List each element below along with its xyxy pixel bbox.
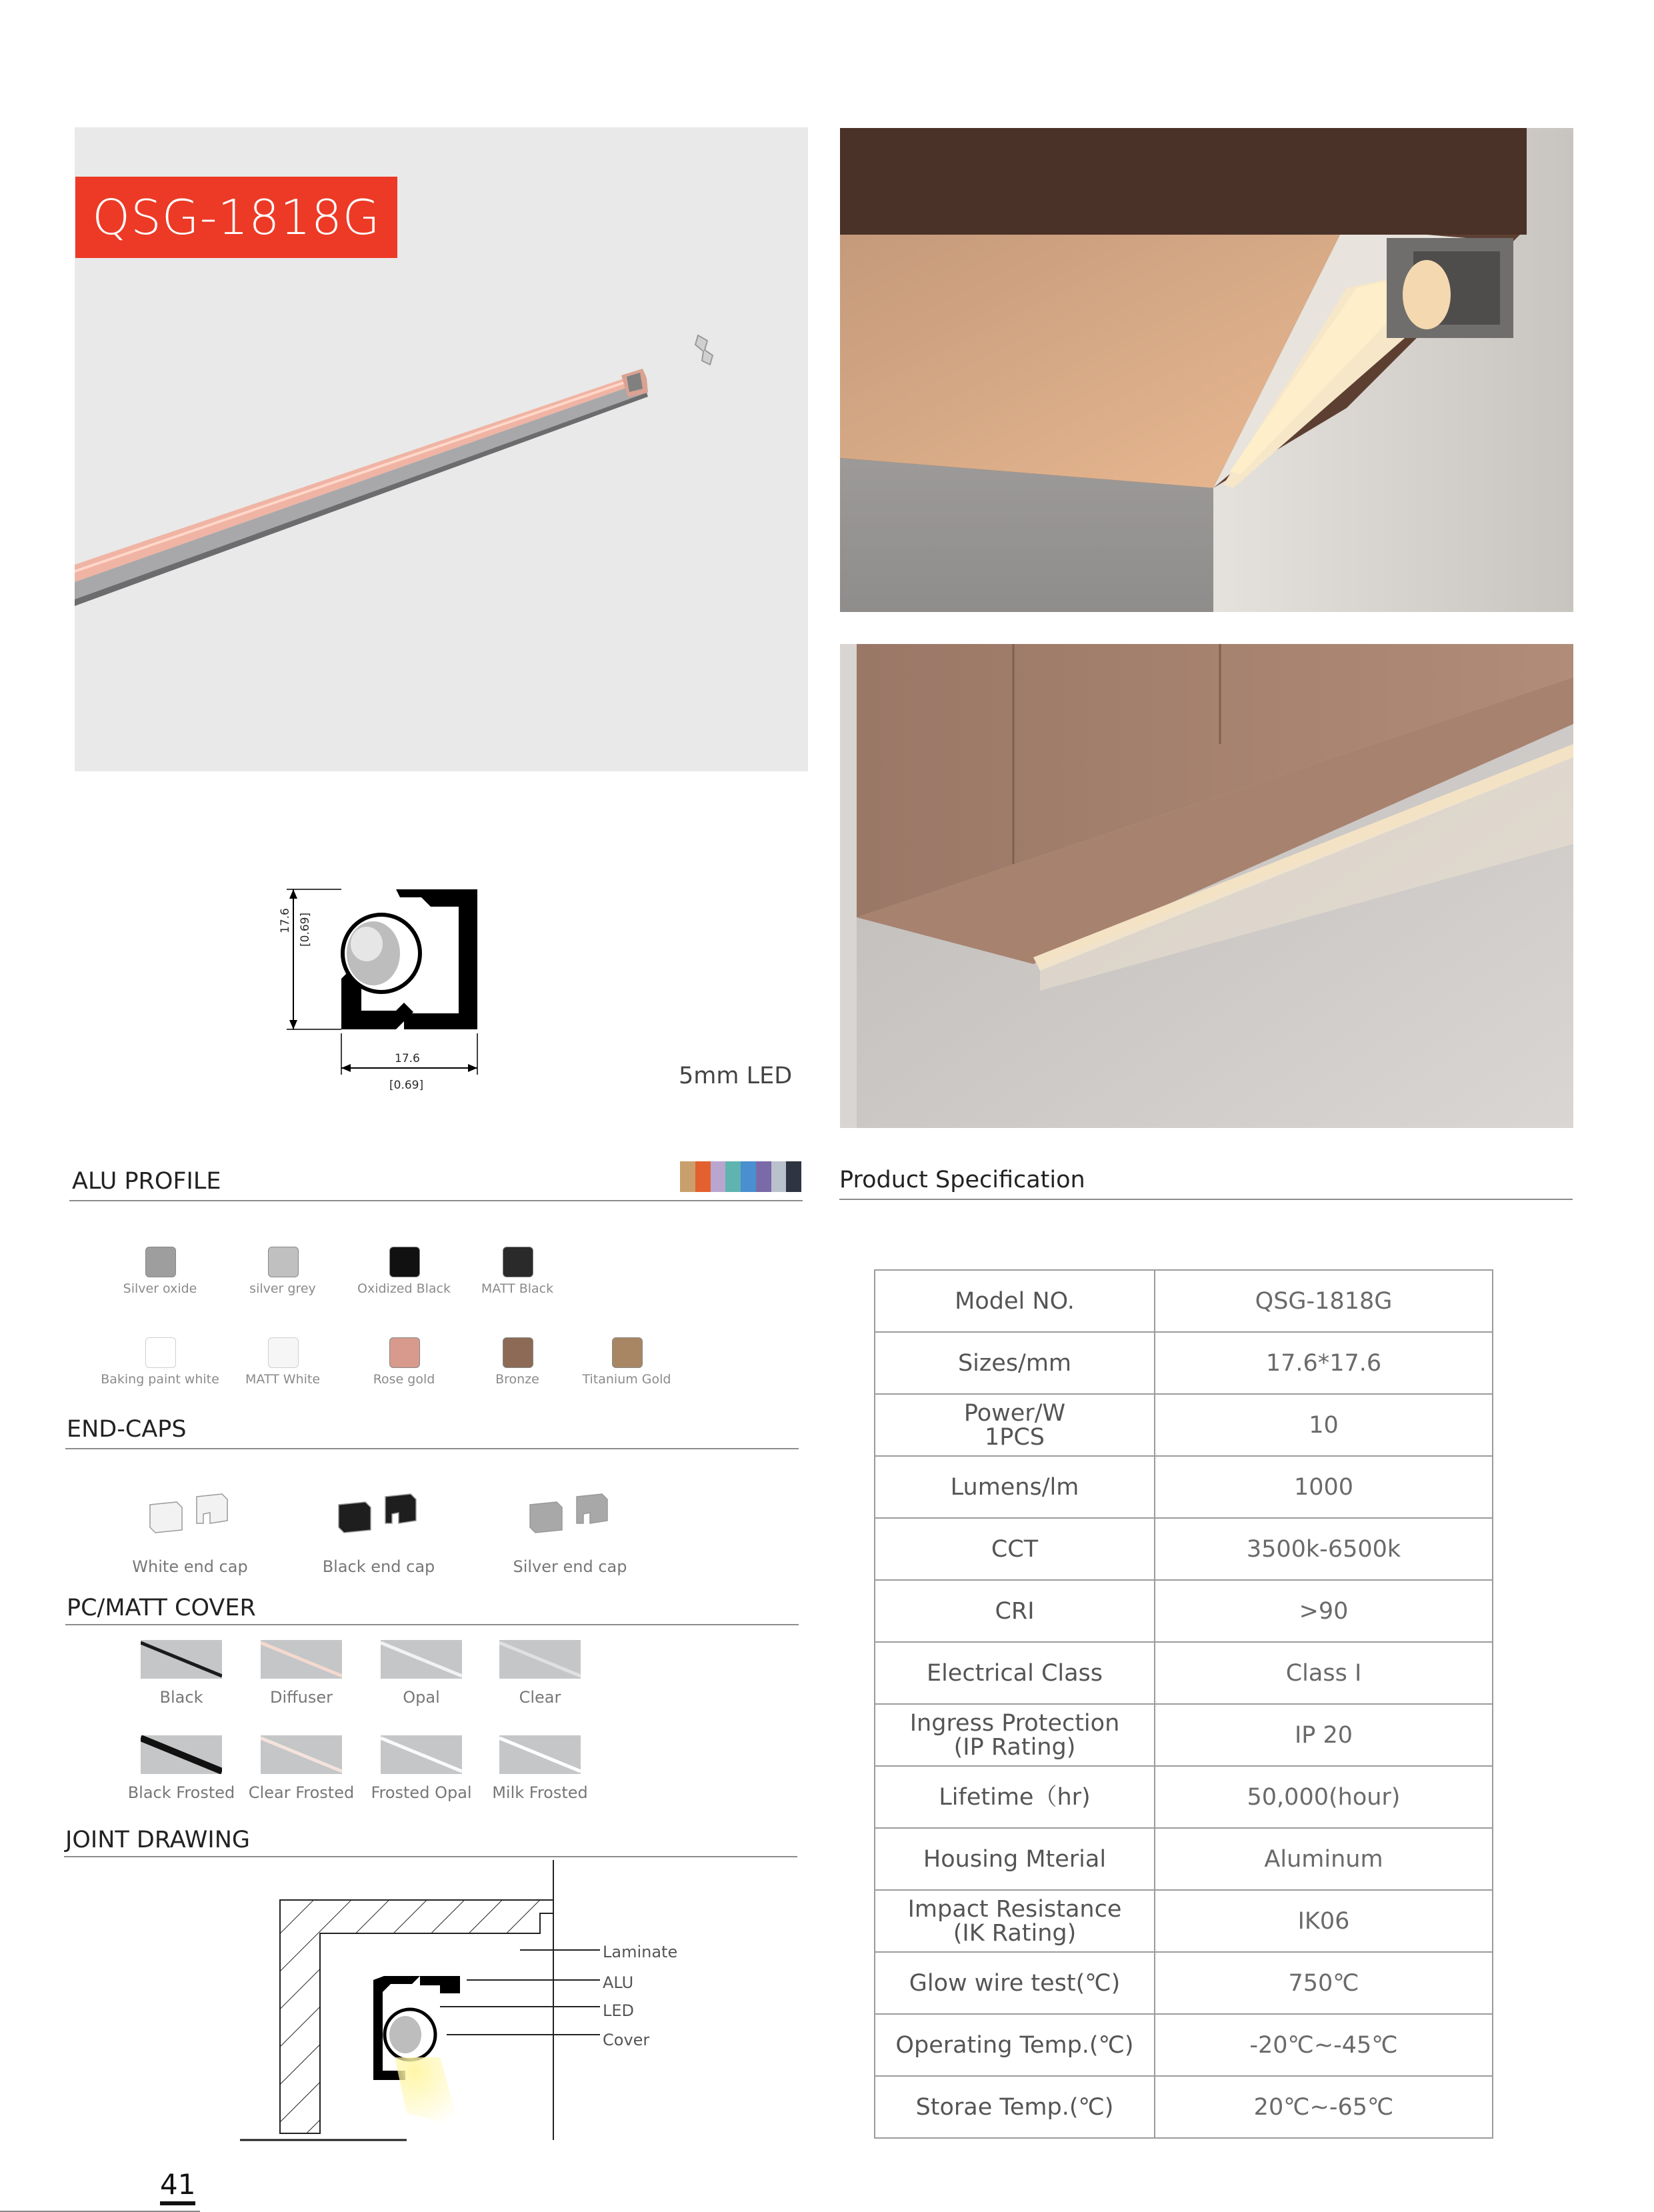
- cover-thumbnail: [381, 1735, 462, 1774]
- spec-key: [875, 1456, 1155, 1518]
- cover-thumbnail: [381, 1640, 462, 1679]
- model-badge: QSG-1818G: [75, 177, 397, 258]
- width-mm-label: 17.6: [395, 1052, 420, 1065]
- width-in-label: [0.69]: [389, 1079, 424, 1092]
- finish-swatch: [389, 1337, 420, 1368]
- finish-swatch: [389, 1247, 420, 1277]
- end-caps-rule: [65, 1448, 799, 1449]
- spec-value: QSG-1818G: [1155, 1270, 1493, 1332]
- joint-label-cover: Cover: [603, 2031, 650, 2049]
- end-caps-title: END-CAPS: [67, 1416, 187, 1443]
- spec-value: -20℃~-45℃: [1155, 2014, 1493, 2076]
- spec-key: [875, 1394, 1155, 1456]
- spec-row: [875, 1456, 1493, 1518]
- cover-label: Opal: [403, 1688, 440, 1707]
- spec-key: [875, 1766, 1155, 1828]
- spec-row: [875, 1332, 1493, 1394]
- end-cap-image: [143, 1490, 237, 1537]
- spec-key: [875, 1828, 1155, 1890]
- finish-label: Rose gold: [373, 1372, 435, 1387]
- end-cap-label: White end cap: [132, 1557, 248, 1576]
- spec-row: [875, 1952, 1493, 2014]
- finish-label: MATT Black: [481, 1281, 554, 1296]
- end-cap-label: Silver end cap: [513, 1557, 627, 1576]
- color-strip-segment: [786, 1161, 801, 1192]
- finish-swatch: [145, 1337, 176, 1368]
- cover-thumbnail: [499, 1735, 581, 1774]
- spec-key-line: Electrical Class: [926, 1659, 1103, 1687]
- finish-label: MATT White: [245, 1372, 321, 1387]
- spec-key: [875, 1890, 1155, 1952]
- spec-key-line: (IP Rating): [953, 1733, 1076, 1761]
- finish-swatch: [612, 1337, 643, 1368]
- finish-label: Bronze: [495, 1372, 539, 1387]
- spec-row: [875, 2076, 1493, 2138]
- joint-label-alu: ALU: [603, 1973, 634, 1992]
- color-strip-segment: [695, 1161, 711, 1192]
- joint-title: JOINT DRAWING: [65, 1827, 250, 1853]
- finish-swatch: [268, 1337, 299, 1368]
- led-size-label: 5mm LED: [679, 1063, 793, 1089]
- joint-label-led: LED: [603, 2001, 635, 2020]
- spec-value: 20℃~-65℃: [1155, 2076, 1493, 2138]
- cover-title: PC/MATT COVER: [67, 1595, 256, 1621]
- color-strip-segment: [756, 1161, 771, 1192]
- spec-key-line: CCT: [991, 1535, 1039, 1563]
- spec-key-line: (IK Rating): [953, 1919, 1077, 1947]
- spec-key-line: Impact Resistance: [907, 1895, 1122, 1923]
- installation-photo-cabinet: [840, 644, 1573, 1128]
- spec-title: Product Specification: [839, 1167, 1085, 1193]
- installation-photo-corner: [840, 128, 1573, 612]
- finish-label: Titanium Gold: [582, 1372, 671, 1387]
- cover-label: Milk Frosted: [492, 1783, 588, 1802]
- spec-key: [875, 1518, 1155, 1580]
- joint-label-laminate: Laminate: [603, 1943, 678, 1961]
- spec-value: 10: [1155, 1394, 1493, 1456]
- color-strip-segment: [741, 1161, 756, 1192]
- spec-key: [875, 1952, 1155, 2014]
- cover-thumbnail: [499, 1640, 581, 1679]
- spec-key: [875, 1332, 1155, 1394]
- spec-value: 3500k-6500k: [1155, 1518, 1493, 1580]
- spec-value: IP 20: [1155, 1704, 1493, 1766]
- spec-value: Class I: [1155, 1642, 1493, 1704]
- spec-table: [874, 1269, 1493, 2139]
- spec-value: 17.6*17.6: [1155, 1332, 1493, 1394]
- spec-value: 50,000(hour): [1155, 1766, 1493, 1828]
- spec-key-line: Operating Temp.(℃): [895, 2031, 1134, 2059]
- cover-thumbnail: [261, 1640, 342, 1679]
- spec-key: [875, 2014, 1155, 2076]
- spec-key-line: Storae Temp.(℃): [915, 2093, 1114, 2121]
- height-mm-label: 17.6: [279, 908, 292, 933]
- color-strip-segment: [725, 1161, 741, 1192]
- spec-key: [875, 1642, 1155, 1704]
- spec-key-line: CRI: [995, 1597, 1035, 1625]
- spec-key-line: Housing Mterial: [923, 1845, 1107, 1873]
- spec-key-line: Lifetime（hr): [939, 1783, 1091, 1811]
- cover-label: Clear Frosted: [248, 1783, 355, 1802]
- cover-label: Clear: [519, 1688, 561, 1707]
- end-cap-image: [332, 1490, 425, 1537]
- spec-row: [875, 1394, 1493, 1456]
- spec-row: [875, 1828, 1493, 1890]
- finish-swatch: [145, 1247, 176, 1277]
- cover-rule: [65, 1624, 799, 1625]
- finish-swatch: [503, 1337, 533, 1368]
- cover-label: Black Frosted: [127, 1783, 235, 1802]
- spec-value: 750℃: [1155, 1952, 1493, 2014]
- cover-thumbnail: [141, 1640, 222, 1679]
- spec-key-line: Lumens/lm: [950, 1473, 1079, 1501]
- spec-row: [875, 1580, 1493, 1642]
- spec-row: [875, 1704, 1493, 1766]
- finish-label: silver grey: [249, 1281, 316, 1296]
- spec-key-line: Model NO.: [955, 1287, 1075, 1315]
- finish-swatch: [268, 1247, 299, 1277]
- finish-label: Silver oxide: [123, 1281, 197, 1296]
- spec-row: [875, 1518, 1493, 1580]
- finish-label: Baking paint white: [101, 1372, 219, 1387]
- spec-value: >90: [1155, 1580, 1493, 1642]
- spec-value: IK06: [1155, 1890, 1493, 1952]
- color-strip-segment: [711, 1161, 726, 1192]
- spec-key: [875, 2076, 1155, 2138]
- joint-rule: [64, 1856, 797, 1857]
- spec-key-line: Ingress Protection: [909, 1709, 1120, 1737]
- spec-row: [875, 1766, 1493, 1828]
- spec-row: [875, 1642, 1493, 1704]
- color-strip-segment: [771, 1161, 787, 1192]
- spec-key-line: Sizes/mm: [957, 1349, 1072, 1377]
- spec-key: [875, 1580, 1155, 1642]
- spec-rule: [839, 1199, 1573, 1200]
- color-strip-segment: [680, 1161, 695, 1192]
- alu-profile-rule: [69, 1200, 803, 1201]
- page-number: 41: [160, 2168, 195, 2205]
- spec-key: [875, 1704, 1155, 1766]
- cover-thumbnail: [141, 1735, 222, 1774]
- spec-value: 1000: [1155, 1456, 1493, 1518]
- cover-label: Diffuser: [269, 1688, 333, 1707]
- color-strip: [680, 1161, 801, 1192]
- spec-row: [875, 1890, 1493, 1952]
- spec-value: Aluminum: [1155, 1828, 1493, 1890]
- cover-thumbnail: [261, 1735, 342, 1774]
- joint-drawing: [240, 1860, 720, 2167]
- spec-key: [875, 1270, 1155, 1332]
- finish-swatch: [503, 1247, 533, 1277]
- end-cap-image: [523, 1490, 617, 1537]
- cover-label: Frosted Opal: [371, 1783, 472, 1802]
- alu-profile-title: ALU PROFILE: [72, 1168, 221, 1195]
- cover-label: Black: [159, 1688, 203, 1707]
- end-cap-label: Black end cap: [322, 1557, 435, 1576]
- spec-key-line: Glow wire test(℃): [909, 1969, 1121, 1997]
- spec-key-line: 1PCS: [984, 1423, 1045, 1451]
- spec-row: [875, 2014, 1493, 2076]
- height-in-label: [0.69]: [299, 912, 312, 947]
- finish-label: Oxidized Black: [357, 1281, 451, 1296]
- spec-key-line: Power/W: [963, 1399, 1066, 1427]
- spec-row: [875, 1270, 1493, 1332]
